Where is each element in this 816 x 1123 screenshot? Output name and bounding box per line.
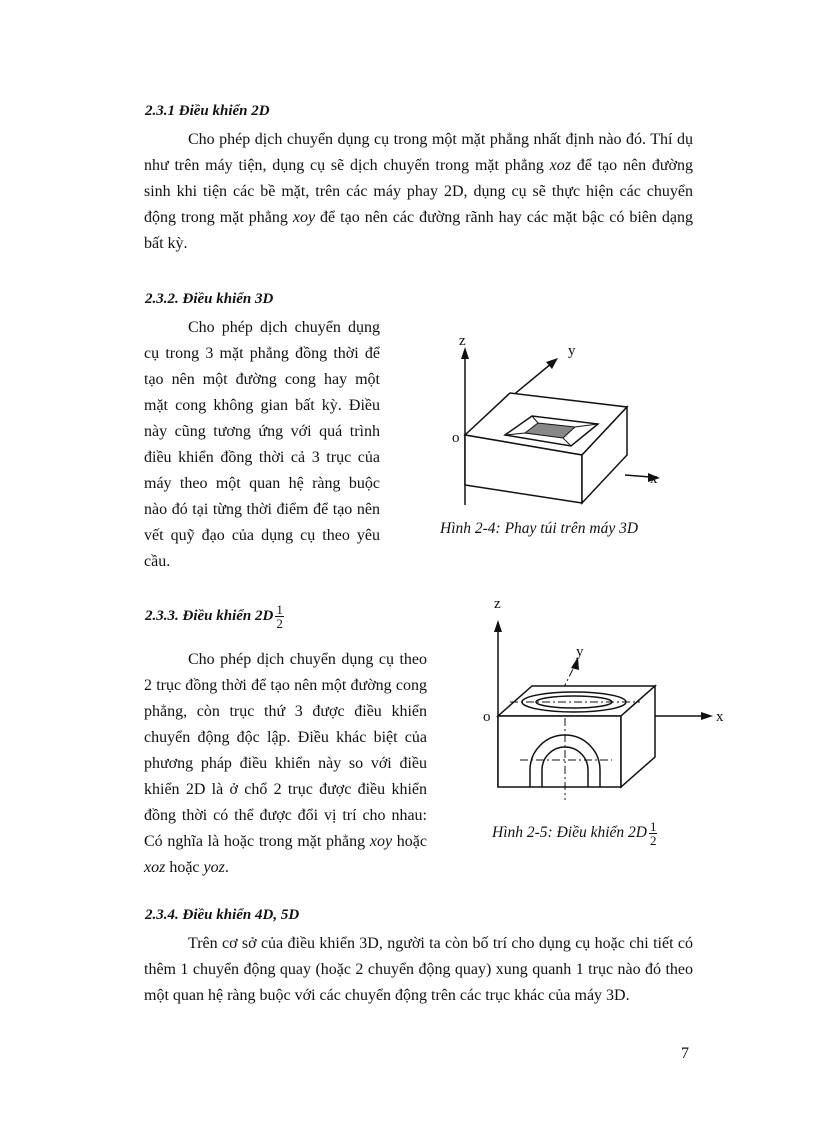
- y-label: y: [576, 644, 584, 660]
- fraction-numerator: 1: [276, 602, 283, 617]
- figure-3d-pocket-milling: [430, 325, 680, 540]
- paragraph-2-3-4: Trên cơ sở của điều khiển 3D, người ta còn bố trí cho dụng cụ hoặc chi tiết có thêm 1 chuyển động quay (hoặc 2 chuyển động quay) xung quanh 1 trục nào đó theo một quan hệ ràng buộc với các chuyển động trên các trục khác của máy 3D.: [144, 935, 693, 1004]
- origin-label: o: [452, 430, 460, 446]
- y-label: y: [568, 343, 576, 359]
- text-run: để tạo nên đường sinh khi tiện các bề mặt, trên các máy phay 2D, dụng cụ sẽ thực hiện các chuyển động trong mặt phẳng: [144, 157, 693, 226]
- text-run: Cho phép dịch chuyển dụng cụ trong một mặt phẳng nhất định nào đó. Thí dụ như trên máy tiện, dụng cụ sẽ dịch chuyển trong mặt phẳng: [144, 131, 693, 174]
- text-run: hoặc: [165, 859, 204, 876]
- paragraph-2-3-3: [144, 647, 427, 881]
- fraction-denominator: 2: [276, 616, 283, 631]
- text-run: để tạo nên các đường rãnh hay các mặt bậc có biên dạng bất kỳ.: [144, 209, 693, 252]
- z-label: z: [459, 333, 466, 349]
- plane-label: xoz: [549, 157, 571, 174]
- fraction-one-half: [649, 820, 658, 847]
- paragraph-2-3-1: [144, 127, 693, 257]
- plane-label: xoy: [369, 833, 393, 850]
- figure-caption-2-5: [492, 820, 657, 847]
- text-run: Cho phép dịch chuyển dụng cụ theo 2 trục đồng thời để tạo nên một đường cong phẳng, còn trục thứ 3 được điều khiển chuyển động độc lập. Điều khác biệt của phương pháp điều khiển này so với điều khiển 2D là ở chổ 2 trục được điều khiển đồng thời có thể được đổi vị trí cho nhau: Có nghĩa là hoặc trong mặt phẳng: [144, 651, 427, 850]
- heading-2-3-2: 2.3.2. Điều khiển 3D: [145, 291, 274, 307]
- x-axis: [625, 475, 650, 477]
- heading-2-3-4: 2.3.4. Điều khiển 4D, 5D: [145, 907, 300, 923]
- heading-text: 2.3.3. Điều khiển 2D: [145, 607, 274, 624]
- heading-2-3-1: 2.3.1 Điều khiển 2D: [145, 103, 270, 119]
- page-number: 7: [681, 1045, 689, 1062]
- paragraph-2-3-2: Cho phép dịch chuyển dụng cụ trong 3 mặt phẳng đồng thời để tạo nên một đường cong hay một mặt cong không gian bất kỳ. Điều này cũng tương ứng với quá trình điều khiển đồng thời cả 3 trục của máy theo một quan hệ ràng buộc nào đó tại từng thời điểm để tạo nên vết quỹ đạo của dụng cụ theo yêu cầu.: [144, 319, 380, 570]
- fraction-one-half: [275, 603, 284, 630]
- z-arrow-icon: [494, 620, 502, 632]
- text-run: hoặc: [392, 833, 427, 850]
- z-label: z: [494, 596, 501, 612]
- x-label: x: [650, 471, 658, 487]
- text-run: .: [224, 859, 229, 876]
- plane-label: xoz: [144, 859, 166, 876]
- x-arrow-icon: [701, 712, 713, 720]
- fraction-denominator: 2: [649, 833, 657, 848]
- fraction-numerator: 1: [649, 819, 657, 834]
- figure-caption-2-4: Hình 2-4: Phay túi trên máy 3D: [440, 520, 639, 537]
- block-front-face: [498, 716, 621, 787]
- plane-label: xoy: [292, 209, 316, 226]
- heading-2-3-3: [145, 603, 284, 630]
- figure-2d-half-control: [480, 590, 725, 815]
- origin-label: o: [483, 709, 491, 725]
- x-label: x: [716, 709, 724, 725]
- caption-text: Hình 2-5: Điều khiển 2D: [492, 824, 647, 842]
- plane-label: yoz: [203, 859, 225, 876]
